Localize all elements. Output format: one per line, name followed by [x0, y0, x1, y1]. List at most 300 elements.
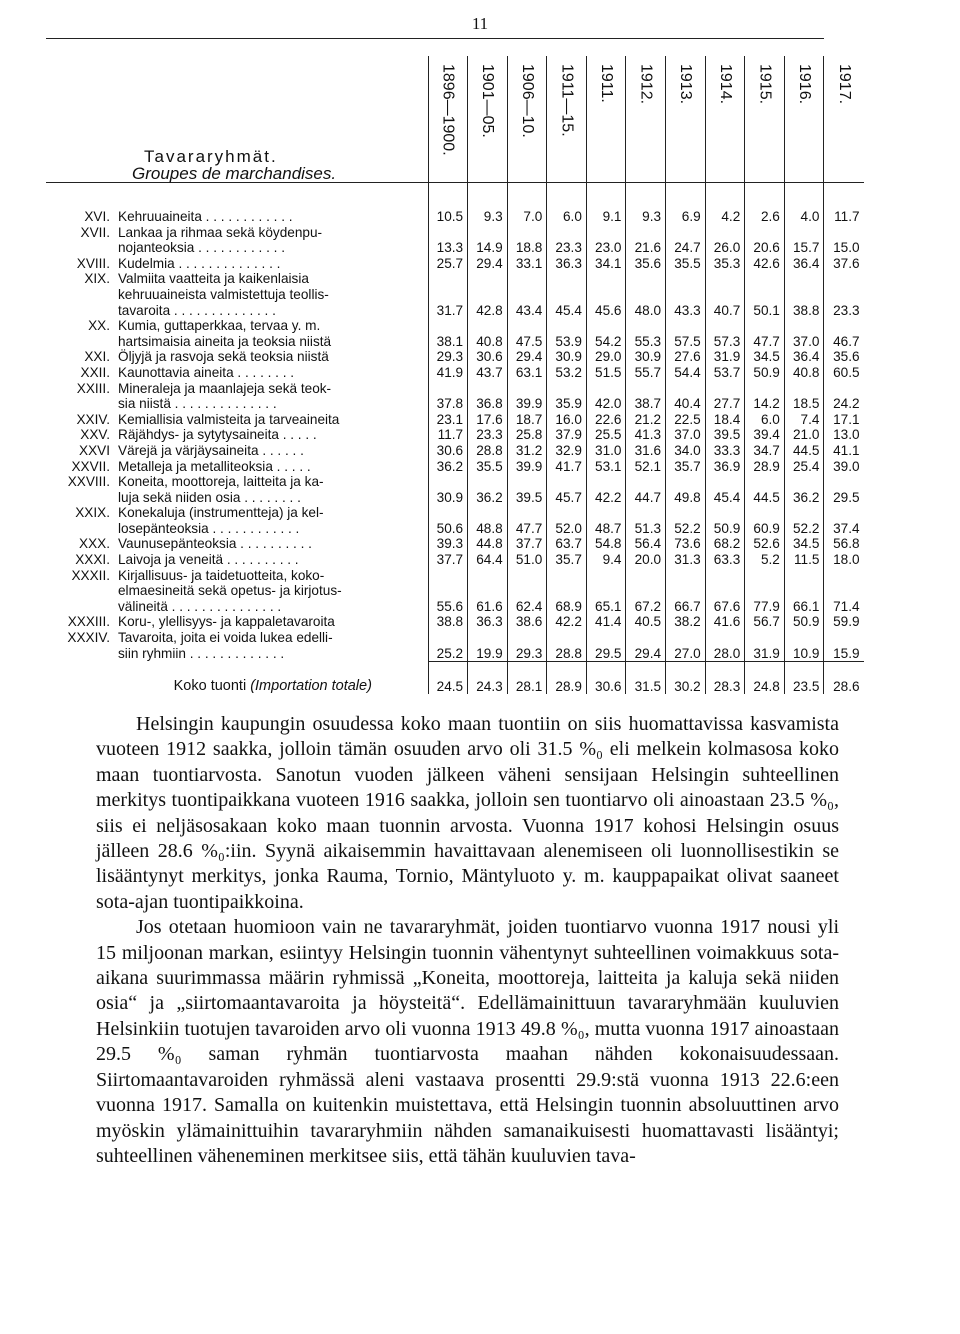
share-value: 51.0 [507, 552, 547, 568]
table-row [46, 396, 864, 412]
group-code: XXI. [84, 349, 110, 365]
share-value: 48.8 [468, 521, 508, 537]
share-value [468, 630, 508, 646]
total-row [46, 662, 864, 695]
share-value: 29.0 [586, 349, 626, 365]
share-value [626, 381, 666, 397]
year-header [468, 56, 508, 183]
share-value: 35.5 [666, 256, 706, 272]
share-value: 34.5 [784, 536, 824, 552]
share-value: 35.6 [824, 349, 864, 365]
share-value: 28.9 [745, 459, 785, 475]
share-value: 44.8 [468, 536, 508, 552]
share-value [745, 630, 785, 646]
share-value: 54.8 [586, 536, 626, 552]
share-value: 47.7 [507, 521, 547, 537]
share-value: 17.1 [824, 412, 864, 428]
share-value: 32.9 [547, 443, 587, 459]
share-value [784, 568, 824, 584]
share-value: 23.0 [586, 240, 626, 256]
share-value: 27.7 [705, 396, 745, 412]
share-value [507, 630, 547, 646]
share-value: 65.1 [586, 599, 626, 615]
share-value: 18.7 [507, 412, 547, 428]
year-label: 1917. [835, 64, 853, 105]
share-value [428, 381, 468, 397]
share-value: 40.8 [784, 365, 824, 381]
share-value: 23.3 [547, 240, 587, 256]
share-value: 42.8 [468, 303, 508, 319]
import-share-table [46, 56, 864, 694]
share-value: 39.9 [507, 396, 547, 412]
year-label: 1913. [677, 64, 695, 105]
table-row [46, 490, 864, 506]
body-text [96, 712, 839, 1169]
share-value [547, 318, 587, 334]
share-value: 52.2 [784, 521, 824, 537]
group-name: luja sekä niiden osia . . . . . . . . [118, 489, 301, 505]
share-value: 66.7 [666, 599, 706, 615]
share-value: 59.9 [824, 614, 864, 630]
share-value [824, 568, 864, 584]
share-value: 61.6 [468, 599, 508, 615]
group-code: XXII. [80, 364, 110, 380]
share-value: 27.0 [666, 646, 706, 662]
share-value: 14.9 [468, 240, 508, 256]
share-value [824, 318, 864, 334]
share-value: 31.3 [666, 552, 706, 568]
group-code: XXVI [79, 442, 110, 458]
group-name: Vaunusepänteoksia . . . . . . . . . . [118, 536, 312, 552]
group-name: Tavaroita, joita ei voida lukea edelli- [118, 630, 333, 646]
share-value [468, 287, 508, 303]
share-value [784, 583, 824, 599]
group-code [46, 240, 116, 256]
share-value: 28.0 [705, 646, 745, 662]
share-value: 33.1 [507, 256, 547, 272]
group-code: XXX. [79, 536, 110, 552]
share-value [547, 630, 587, 646]
group-name: siin ryhmiin . . . . . . . . . . . . . [118, 646, 285, 662]
year-header [666, 56, 706, 183]
share-value: 37.8 [428, 396, 468, 412]
share-value [626, 630, 666, 646]
share-value: 11.5 [784, 552, 824, 568]
table-row [46, 443, 864, 459]
group-header-fi: Tavararyhmät. [144, 146, 278, 166]
total-value: 23.5 [784, 662, 824, 695]
total-value: 24.3 [468, 662, 508, 695]
group-header-fr: Groupes de marchandises. [132, 164, 337, 184]
share-value [428, 225, 468, 241]
share-value: 35.5 [468, 459, 508, 475]
table-row [46, 536, 864, 552]
share-value: 11.7 [824, 209, 864, 225]
share-value: 36.2 [428, 459, 468, 475]
share-value: 24.2 [824, 396, 864, 412]
total-value: 28.9 [547, 662, 587, 695]
share-value: 40.8 [468, 334, 508, 350]
share-value [586, 505, 626, 521]
share-value: 45.7 [547, 490, 587, 506]
share-value: 31.2 [507, 443, 547, 459]
share-value [705, 505, 745, 521]
group-code [46, 334, 116, 350]
table-row [46, 349, 864, 365]
year-label: 1912. [637, 64, 655, 105]
share-value: 2.6 [745, 209, 785, 225]
share-value: 16.0 [547, 412, 587, 428]
group-code [46, 583, 116, 599]
share-value: 20.6 [745, 240, 785, 256]
group-code: XVII. [80, 224, 110, 240]
table-row [46, 334, 864, 350]
share-value [468, 474, 508, 490]
group-code: XVI. [84, 209, 110, 224]
share-value: 9.3 [626, 209, 666, 225]
group-name: Kaunottavia aineita . . . . . . . . [118, 364, 295, 380]
group-code: XXIV. [76, 411, 110, 427]
share-value: 35.3 [705, 256, 745, 272]
group-name: Kirjallisuus- ja taidetuotteita, koko- [118, 567, 325, 583]
group-name: Värejä ja värjäysaineita . . . . . . [118, 442, 304, 458]
share-value: 6.0 [547, 209, 587, 225]
share-value [745, 318, 785, 334]
share-value [507, 505, 547, 521]
group-name: nojanteoksia . . . . . . . . . . . . [118, 240, 285, 256]
share-value [705, 583, 745, 599]
share-value: 15.9 [824, 646, 864, 662]
share-value [428, 505, 468, 521]
share-value [468, 583, 508, 599]
share-value: 29.3 [428, 349, 468, 365]
share-value: 36.4 [784, 256, 824, 272]
group-code: XXVIII. [67, 474, 110, 490]
share-value: 45.6 [586, 303, 626, 319]
group-name: Öljyjä ja rasvoja sekä teoksia niistä [118, 349, 329, 365]
year-label: 1911—15. [558, 64, 576, 137]
share-value: 34.0 [666, 443, 706, 459]
share-value: 10.5 [428, 209, 468, 225]
share-value: 21.2 [626, 412, 666, 428]
share-value: 38.8 [428, 614, 468, 630]
share-value: 22.6 [586, 412, 626, 428]
share-value: 52.1 [626, 459, 666, 475]
group-code [46, 303, 116, 319]
share-value: 36.3 [547, 256, 587, 272]
year-label: 1901—05. [479, 64, 497, 138]
share-value: 39.3 [428, 536, 468, 552]
share-value [666, 225, 706, 241]
table-row [46, 381, 864, 397]
share-value [468, 568, 508, 584]
share-value: 5.2 [745, 552, 785, 568]
group-code [46, 646, 116, 662]
share-value [626, 583, 666, 599]
share-value [705, 381, 745, 397]
share-value [745, 287, 785, 303]
share-value: 43.7 [468, 365, 508, 381]
group-code: XXV. [80, 427, 110, 443]
share-value: 40.4 [666, 396, 706, 412]
paragraph: Helsingin kaupungin osuudessa koko maan tuontiin on siis huomattavissa kasvamista vuoteen 1912 saakka, jolloin tämän osuuden arvo oli 31.5 %₀ eli melkein kolmasosa koko maan tuontiarvosta. Sanotun vuoden jälkeen väheni sensijaan Helsingin suhteellinen merkitys tuontipaikkana vuoteen 1916 saakka, jolloin sen tuontiarvo oli ainoastaan 23.5 %₀, siis ei neljäsosakaan koko maan tuonnin arvosta. Vuonna 1917 kohosi Helsingin osuus jälleen 28.6 %₀:iin. Syynä aikaisemmin havaittavaan alenemiseen oli luonnollisestikin se lisääntynyt merkitys, jonka Rauma, Tornio, Mäntyluoto y. m. kauppapaikat olivat saaneet sota-ajan tuontipaikkoina. [96, 713, 839, 913]
share-value: 37.7 [428, 552, 468, 568]
share-value [705, 568, 745, 584]
share-value: 27.6 [666, 349, 706, 365]
share-value: 20.0 [626, 552, 666, 568]
share-value: 44.5 [745, 490, 785, 506]
share-value [547, 271, 587, 287]
year-label: 1916. [795, 64, 813, 105]
share-value [468, 271, 508, 287]
share-value: 22.5 [666, 412, 706, 428]
share-value: 18.4 [705, 412, 745, 428]
share-value: 41.3 [626, 427, 666, 443]
share-value: 33.3 [705, 443, 745, 459]
share-value [586, 287, 626, 303]
group-code: XXIX. [75, 505, 110, 521]
share-value [745, 583, 785, 599]
total-value: 31.5 [626, 662, 666, 695]
total-value: 24.8 [745, 662, 785, 695]
share-value: 60.5 [824, 365, 864, 381]
share-value [705, 630, 745, 646]
paragraph: Jos otetaan huomioon vain ne tavararyhmät, joiden tuontiarvo vuonna 1917 nousi yli 15 miljoonan markan, esiintyy Helsingin tuonnin vähentynyt suhteellinen voimakkuus sota-aikana suurimmassa määrin ryhmissä „Koneita, moottoreja, laitteita ja kaluja sekä niiden osia“ ja „siirtomaantavaroita ja höysteitä“. Edellämainittuun tavararyhmään kuuluvien Helsinkiin tuotujen tavaroiden arvo oli vuonna 1913 49.8 %₀, mutta vuonna 1917 ainoastaan 29.5 %₀ saman ryhmän tuontiarvosta maahan nähden kokonaisuudessaan. Siirtomaantavaroiden ryhmässä aleni vastaava prosentti 29.9:stä vuonna 1913 22.6:een vuonna 1917. Samalla on kuitenkin muistettava, että Helsingin tuonnin absoluuttinen arvo myöskin ylämainittuihin tavararyhmiin nähden samanaikuisesti huomattavasti lisääntyi; suhteellinen väheneminen merkitsee siis, että tähän kuuluvien tava- [96, 916, 839, 1167]
share-value: 25.7 [428, 256, 468, 272]
share-value: 38.6 [507, 614, 547, 630]
share-value [666, 271, 706, 287]
share-value: 37.6 [824, 256, 864, 272]
table-row [46, 287, 864, 303]
share-value: 53.9 [547, 334, 587, 350]
share-value: 38.8 [784, 303, 824, 319]
share-value: 39.9 [507, 459, 547, 475]
share-value: 71.4 [824, 599, 864, 615]
year-label: 1911. [597, 64, 615, 103]
share-value: 29.3 [507, 646, 547, 662]
share-value: 53.7 [705, 365, 745, 381]
group-name: hartsimaisia aineita ja teoksia niistä [118, 333, 332, 349]
share-value: 38.7 [626, 396, 666, 412]
table-row [46, 365, 864, 381]
share-value: 18.8 [507, 240, 547, 256]
share-value: 9.1 [586, 209, 626, 225]
year-header [507, 56, 547, 183]
year-header [626, 56, 666, 183]
total-label-fi: Koko tuonti [173, 677, 247, 694]
share-value [428, 271, 468, 287]
group-code [46, 599, 116, 615]
group-code: XXXII. [71, 567, 110, 583]
table-header-row [46, 56, 864, 183]
table-row [46, 412, 864, 428]
share-value: 56.8 [824, 536, 864, 552]
group-name: Konekaluja (instrumentteja) ja kel- [118, 505, 324, 521]
share-value: 49.8 [666, 490, 706, 506]
share-value [586, 630, 626, 646]
group-name: Kudelmia . . . . . . . . . . . . . . [118, 255, 281, 271]
share-value: 39.5 [705, 427, 745, 443]
share-value: 18.5 [784, 396, 824, 412]
share-value: 25.5 [586, 427, 626, 443]
share-value: 55.6 [428, 599, 468, 615]
share-value [586, 381, 626, 397]
share-value [784, 271, 824, 287]
share-value: 30.6 [468, 349, 508, 365]
share-value [626, 287, 666, 303]
year-header [745, 56, 785, 183]
share-value [428, 568, 468, 584]
share-value [705, 225, 745, 241]
share-value [666, 474, 706, 490]
share-value [507, 287, 547, 303]
group-code: XIX. [84, 271, 110, 287]
share-value [547, 583, 587, 599]
share-value: 37.0 [666, 427, 706, 443]
share-value [428, 630, 468, 646]
share-value: 37.9 [547, 427, 587, 443]
year-label: 1896—1900. [439, 64, 457, 156]
share-value: 40.7 [705, 303, 745, 319]
group-code: XXVII. [71, 458, 110, 474]
group-name: Laivoja ja veneitä . . . . . . . . . . [118, 552, 299, 568]
group-name: elmaesineitä sekä opetus- ja kirjotus- [118, 583, 342, 599]
share-value: 4.2 [705, 209, 745, 225]
share-value: 52.0 [547, 521, 587, 537]
share-value [547, 225, 587, 241]
group-code [46, 287, 116, 303]
share-value: 54.4 [666, 365, 706, 381]
spacer-row [46, 183, 864, 210]
table-row [46, 225, 864, 241]
share-value: 63.7 [547, 536, 587, 552]
share-value: 67.6 [705, 599, 745, 615]
share-value [745, 568, 785, 584]
share-value [547, 381, 587, 397]
share-value: 37.7 [507, 536, 547, 552]
share-value [824, 287, 864, 303]
share-value: 34.7 [745, 443, 785, 459]
group-name: Valmiita vaatteita ja kaikenlaisia [118, 271, 309, 287]
share-value: 46.7 [824, 334, 864, 350]
table-row [46, 583, 864, 599]
share-value [626, 271, 666, 287]
group-code: XVIII. [76, 255, 110, 271]
share-value [507, 568, 547, 584]
share-value [666, 287, 706, 303]
share-value: 29.4 [626, 646, 666, 662]
share-value: 13.3 [428, 240, 468, 256]
share-value: 36.2 [468, 490, 508, 506]
table-row [46, 209, 864, 225]
share-value: 38.2 [666, 614, 706, 630]
table-row [46, 474, 864, 490]
group-name: kehruuaineista valmistettuja teollis- [118, 286, 329, 302]
total-value: 30.6 [586, 662, 626, 695]
share-value: 37.0 [784, 334, 824, 350]
share-value [626, 474, 666, 490]
year-header [824, 56, 864, 183]
total-code [46, 662, 116, 695]
total-value: 28.6 [824, 662, 864, 695]
share-value: 17.6 [468, 412, 508, 428]
share-value [468, 505, 508, 521]
share-value: 41.9 [428, 365, 468, 381]
group-code: XXXI. [75, 552, 110, 568]
group-code [46, 490, 116, 506]
share-value [745, 505, 785, 521]
share-value [784, 630, 824, 646]
share-value [586, 583, 626, 599]
top-rule [46, 38, 824, 39]
share-value: 41.1 [824, 443, 864, 459]
share-value: 50.9 [784, 614, 824, 630]
share-value: 36.9 [705, 459, 745, 475]
share-value: 30.6 [428, 443, 468, 459]
share-value: 34.5 [745, 349, 785, 365]
group-name: Koru-, ylellisyys- ja kappaletavaroita [118, 614, 335, 630]
year-header [428, 56, 468, 183]
group-name: Metalleja ja metalliteoksia . . . . . [118, 458, 311, 474]
group-header [46, 56, 428, 183]
share-value [745, 474, 785, 490]
share-value [784, 381, 824, 397]
group-name: Koneita, moottoreja, laitteita ja ka- [118, 474, 324, 490]
share-value [586, 474, 626, 490]
group-code [46, 396, 116, 412]
year-header [586, 56, 626, 183]
share-value [507, 318, 547, 334]
year-label: 1915. [756, 64, 774, 105]
share-value: 51.5 [586, 365, 626, 381]
share-value [824, 474, 864, 490]
share-value: 11.7 [428, 427, 468, 443]
year-header [705, 56, 745, 183]
share-value: 42.6 [745, 256, 785, 272]
share-value: 36.2 [784, 490, 824, 506]
share-value [507, 271, 547, 287]
table-row [46, 271, 864, 287]
share-value [468, 225, 508, 241]
page-number: 11 [471, 14, 489, 33]
share-value [705, 474, 745, 490]
table-row [46, 630, 864, 646]
share-value: 37.4 [824, 521, 864, 537]
share-value: 47.5 [507, 334, 547, 350]
group-code: XXXIV. [67, 630, 110, 646]
share-value: 42.2 [586, 490, 626, 506]
share-value: 42.0 [586, 396, 626, 412]
share-value: 9.4 [586, 552, 626, 568]
share-value: 23.1 [428, 412, 468, 428]
share-value: 47.7 [745, 334, 785, 350]
share-value: 35.6 [626, 256, 666, 272]
share-value: 10.9 [784, 646, 824, 662]
share-value [784, 505, 824, 521]
share-value: 25.4 [784, 459, 824, 475]
share-value: 45.4 [705, 490, 745, 506]
share-value: 21.6 [626, 240, 666, 256]
share-value: 73.6 [666, 536, 706, 552]
share-value: 31.0 [586, 443, 626, 459]
share-value: 39.4 [745, 427, 785, 443]
group-name: losepänteoksia . . . . . . . . . . . . [118, 520, 300, 536]
share-value [507, 225, 547, 241]
table-row [46, 459, 864, 475]
table-row [46, 552, 864, 568]
share-value [784, 474, 824, 490]
share-value [547, 474, 587, 490]
